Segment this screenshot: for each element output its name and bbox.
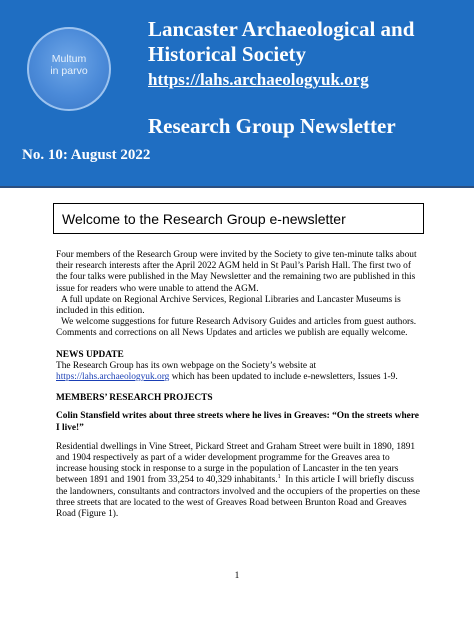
society-logo xyxy=(27,27,111,111)
page-number: 1 xyxy=(234,571,240,581)
news-update-heading: NEWS UPDATE xyxy=(56,349,124,360)
welcome-heading: Welcome to the Research Group e-newsletter xyxy=(62,210,346,227)
welcome-heading-box xyxy=(53,203,424,234)
article-body-part2: In this article I will briefly discuss the landowners, consultants and contractors involved and the occupiers of the properties on these three streets that are located to the west of Greaves Road between Brunton Road and Greaves Road (Figure 1). xyxy=(56,475,420,520)
research-webpage-link[interactable]: https://lahs.archaeologyuk.org xyxy=(56,372,170,383)
society-name: Lancaster Archaeological and Historical Society xyxy=(148,17,415,66)
newsletter-body xyxy=(56,250,421,520)
newsletter-title: Research Group Newsletter xyxy=(148,114,396,138)
logo-motto-line1: Multum xyxy=(51,53,87,65)
news-update-text-after: which has been updated to include e-newsletters, Issues 1-9. xyxy=(171,372,398,383)
header-banner xyxy=(0,0,474,188)
intro-paragraph-1: Four members of the Research Group were invited by the Society to give ten-minute talks about their research interests after the April 2022 AGM held in St Paul’s Parish Hall. The first two of the four talks were published in the May Newsletter and the remaining two are published in this issue for readers who were unable to attend the AGM. xyxy=(56,250,417,294)
logo-motto-line2: in parvo xyxy=(50,65,88,77)
news-update-text xyxy=(56,361,421,383)
intro-paragraph-2: A full update on Regional Archive Services, Regional Libraries and Lancaster Museums is included in this edition. xyxy=(56,294,401,317)
article-title: Colin Stansfield writes about three streets where he lives in Greaves: “On the streets where I live!” xyxy=(56,411,419,433)
issue-number: No. 10: August 2022 xyxy=(22,147,151,163)
intro-paragraph-3: We welcome suggestions for future Research Advisory Guides and articles from guest authors. Comments and corrections on all News Updates and articles we publish are equally welcome. xyxy=(56,317,417,339)
members-research-heading: MEMBERS’ RESEARCH PROJECTS xyxy=(56,393,213,404)
society-website-link[interactable]: https://lahs.archaeologyuk.org xyxy=(148,70,369,89)
article-body xyxy=(56,442,421,520)
news-update-text-before: The Research Group has its own webpage on the Society’s website at xyxy=(56,360,317,371)
footnote-marker[interactable]: 1 xyxy=(277,474,281,481)
article-body-part1: Residential dwellings in Vine Street, Pickard Street and Graham Street were built in 1890, 1891 and 1904 respectively as part of a wider development programme for the Greaves area to increase housing stock in response to a surge in the population of Lancaster in the ten years between 1891 and 1901 from 33,254 to 40,329 inhabitants. xyxy=(56,441,416,486)
